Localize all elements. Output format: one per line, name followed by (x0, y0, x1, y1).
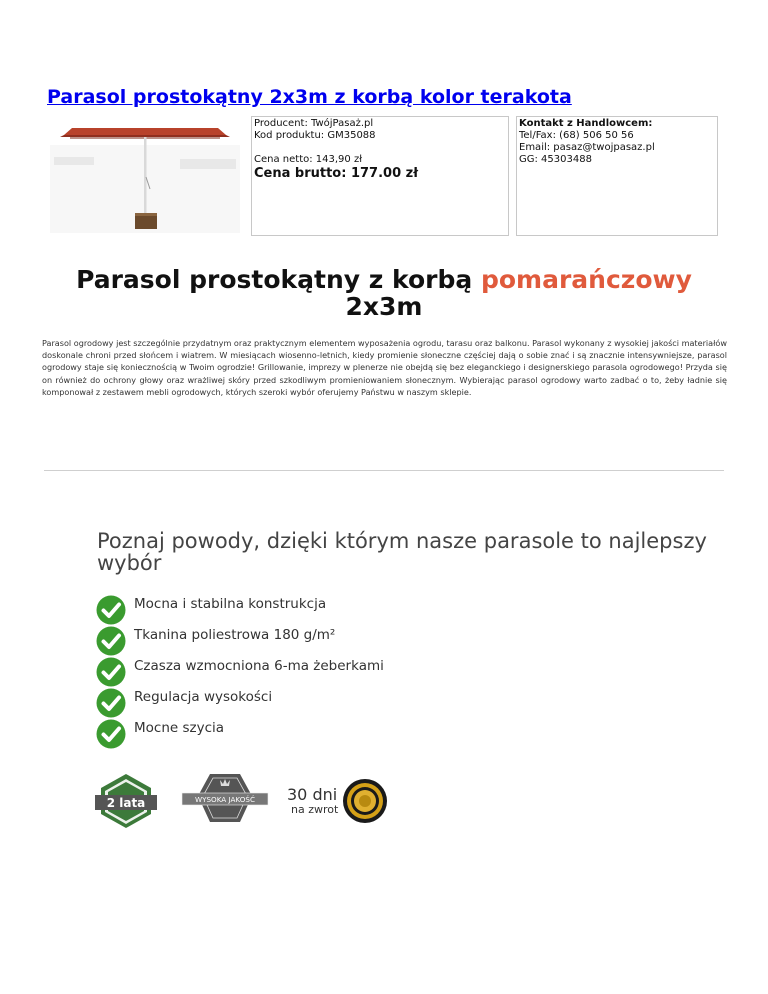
feature-text: Tkanina poliestrowa 180 g/m² (134, 627, 336, 643)
gold-seal-icon (342, 778, 388, 824)
quality-badge-icon (180, 772, 270, 828)
return-label: na zwrot (291, 803, 339, 816)
product-info-box (251, 116, 509, 236)
product-title-link[interactable]: Parasol prostokątny 2x3m z korbą kolor terakota (47, 86, 572, 108)
product-code: Kod produktu: GM35088 (254, 130, 376, 141)
heading-part2: 2x3m (345, 292, 423, 321)
return-days: 30 dni (287, 785, 338, 804)
price-gross: Cena brutto: 177.00 zł (254, 166, 419, 181)
heading-accent: pomarańczowy (480, 265, 692, 294)
contact-gg: GG: 45303488 (519, 154, 592, 165)
check-icon (96, 595, 126, 625)
contact-email: Email: pasaz@twojpasaz.pl (519, 142, 655, 153)
check-icon (96, 657, 126, 687)
feature-text: Mocna i stabilna konstrukcja (134, 596, 327, 612)
feature-text: Czasza wzmocniona 6-ma żeberkami (134, 658, 384, 674)
product-description: Parasol ogrodowy jest szczególnie przydatnym oraz praktycznym elementem wyposażenia ogrodu, tarasu oraz balkonu. Parasol wykonany z wysokiej jakości materiałów doskonale chroni przed słońcem i wiatrem. W miesiącach wiosenno-letnich, kiedy promienie słoneczne częściej dają o sobie znać i są znacznie intensywniejsze, parasol ogrodowy staje się koniecznością w Twoim ogrodzie! Grillowanie, imprezy w plenerze nie obejdą się bez eleganckiego i designerskiego parasola ogrodowego! Przyda się on również do ochrony głowy oraz wrażliwej skóry przed szkodliwym promieniowaniem słonecznym. Wybierając parasol ogrodowy warto zadbać o to, żeby ładnie się komponował z zestawem mebli ogrodowych, których szeroki wybór oferujemy Państwu w naszym sklepie. (42, 338, 727, 397)
page-heading (40, 266, 728, 320)
return-badge (283, 779, 343, 819)
producer-text: Producent: TwójPasaż.pl (254, 118, 374, 129)
contact-box (516, 116, 718, 236)
quality-text: WYSOKA JAKOŚĆ (195, 795, 255, 804)
check-icon (96, 688, 126, 718)
price-net: Cena netto: 143,90 zł (254, 154, 363, 165)
feature-text: Regulacja wysokości (134, 689, 273, 705)
divider (44, 470, 724, 471)
product-image (50, 117, 240, 235)
reasons-title: Poznaj powody, dzięki którym nasze parasole to najlepszy wybór (97, 529, 707, 575)
heading-part1: Parasol prostokątny z korbą (76, 265, 481, 294)
feature-text: Mocne szycia (134, 720, 225, 736)
warranty-badge-icon (93, 772, 159, 830)
check-icon (96, 626, 126, 656)
warranty-text: 2 lata (106, 796, 146, 810)
contact-title: Kontakt z Handlowcem: (519, 118, 653, 129)
contact-phone: Tel/Fax: (68) 506 50 56 (519, 130, 634, 141)
check-icon (96, 719, 126, 749)
